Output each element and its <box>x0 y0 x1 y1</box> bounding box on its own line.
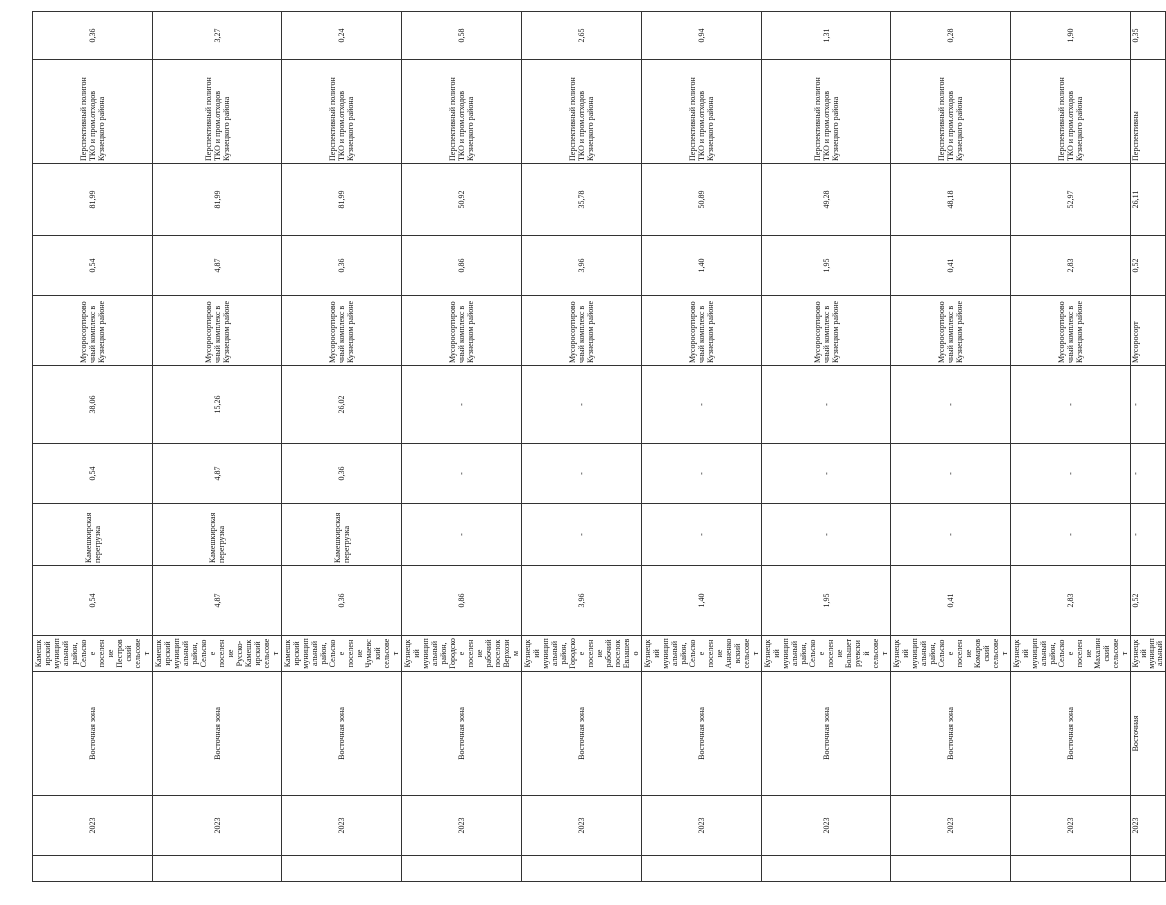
sorting-complex-cell: Мусоросортировочный комплекс в Кузнецком районе <box>891 296 1011 366</box>
distance-cell: - <box>642 366 762 444</box>
sorting-complex-cell: Мусоросортировочный комплекс в Кузнецком районе <box>1011 296 1131 366</box>
sorting-complex-cell: Мусоросортировочный комплекс в Кузнецком районе <box>522 296 642 366</box>
sorting-volume-cell: 0,41 <box>891 236 1011 296</box>
transfer-station-cell: - <box>891 504 1011 566</box>
landfill-volume-cell: 3,27 <box>153 12 282 60</box>
transfer-volume-cell: - <box>1131 444 1166 504</box>
landfill-cell: Перспективный полигон ТКО и пром.отходов Кузнецкого района <box>153 60 282 164</box>
zone-cell: Восточная зона <box>33 672 153 796</box>
table-row <box>33 12 153 882</box>
zone-cell: Восточная зона <box>762 672 891 796</box>
sorting-volume-cell: 3,96 <box>522 236 642 296</box>
zone-cell: Восточная зона <box>642 672 762 796</box>
transfer-volume-cell: 0,54 <box>33 444 153 504</box>
transfer-station-cell: - <box>642 504 762 566</box>
zone-cell: Восточная зона <box>153 672 282 796</box>
sorting-distance-cell: 81,99 <box>282 164 402 236</box>
sorting-distance-cell: 49,28 <box>762 164 891 236</box>
landfill-volume-cell: 2,65 <box>522 12 642 60</box>
distance-cell: - <box>891 366 1011 444</box>
sorting-volume-cell: 1,40 <box>642 236 762 296</box>
sorting-distance-cell: 26,11 <box>1131 164 1166 236</box>
territory-cell: Камешкирский муниципальный район, Сельское поселение Русско-Камешкирский сельсовет <box>153 636 282 672</box>
year-cell: 2023 <box>402 796 522 856</box>
table-row <box>282 12 402 882</box>
edge-cell <box>762 856 891 882</box>
distance-cell: - <box>522 366 642 444</box>
sorting-volume-cell: 0,36 <box>282 236 402 296</box>
year-cell: 2023 <box>891 796 1011 856</box>
sorting-distance-cell: 50,92 <box>402 164 522 236</box>
zone-cell: Восточная зона <box>891 672 1011 796</box>
sorting-volume-cell: 0,54 <box>33 236 153 296</box>
distance-cell: - <box>1011 366 1131 444</box>
edge-cell <box>282 856 402 882</box>
sorting-distance-cell: 35,78 <box>522 164 642 236</box>
distance-cell: 15,26 <box>153 366 282 444</box>
table-row <box>762 12 891 882</box>
sorting-complex-cell: Мусоросортировочный комплекс в Кузнецком районе <box>153 296 282 366</box>
year-cell: 2023 <box>762 796 891 856</box>
transfer-volume-cell: - <box>1011 444 1131 504</box>
landfill-volume-cell: 1,90 <box>1011 12 1131 60</box>
territory-cell: Камешкирский муниципальный район, Сельское поселение Пестровский сельсовет <box>33 636 153 672</box>
volume-cell: 0,52 <box>1131 566 1166 636</box>
sorting-complex-cell: Мусоросортировочный комплекс в Кузнецком районе <box>762 296 891 366</box>
sorting-distance-cell: 48,18 <box>891 164 1011 236</box>
territory-cell: Кузнецкий муниципальный район, Сельское поселение Анненковский сельсовет <box>642 636 762 672</box>
transfer-station-cell: - <box>762 504 891 566</box>
year-cell: 2023 <box>282 796 402 856</box>
landfill-volume-cell: 1,31 <box>762 12 891 60</box>
zone-cell: Восточная <box>1131 672 1166 796</box>
sorting-volume-cell: 2,83 <box>1011 236 1131 296</box>
volume-cell: 4,87 <box>153 566 282 636</box>
landfill-cell: Перспективный полигон ТКО и пром.отходов Кузнецкого района <box>282 60 402 164</box>
sorting-volume-cell: 4,87 <box>153 236 282 296</box>
transfer-volume-cell: - <box>891 444 1011 504</box>
edge-cell <box>522 856 642 882</box>
transfer-volume-cell: 0,36 <box>282 444 402 504</box>
edge-cell <box>1011 856 1131 882</box>
zone-cell: Восточная зона <box>282 672 402 796</box>
volume-cell: 0,54 <box>33 566 153 636</box>
distance-cell: - <box>402 366 522 444</box>
distance-cell: - <box>1131 366 1166 444</box>
transfer-station-cell: Камешкирская перегрузка <box>33 504 153 566</box>
volume-cell: 1,95 <box>762 566 891 636</box>
sorting-distance-cell: 81,99 <box>33 164 153 236</box>
territory-cell: Камешкирский муниципальный район, Сельское поселение Чумаевский сельсовет <box>282 636 402 672</box>
sorting-complex-cell: Мусоросортировочный комплекс в Кузнецком районе <box>282 296 402 366</box>
volume-cell: 0,36 <box>282 566 402 636</box>
territory-cell: Кузнецкий муниципальный район, Сельское поселение Махалинский сельсовет <box>1011 636 1131 672</box>
sorting-volume-cell: 0,52 <box>1131 236 1166 296</box>
distance-cell: - <box>762 366 891 444</box>
sorting-complex-cell: Мусоросортировочный комплекс в Кузнецком районе <box>33 296 153 366</box>
sorting-complex-cell: Мусоросортировочный комплекс в Кузнецком районе <box>402 296 522 366</box>
table-row <box>1011 12 1131 882</box>
landfill-cell: Перспективный полигон ТКО и пром.отходов Кузнецкого района <box>891 60 1011 164</box>
distance-cell: 26,02 <box>282 366 402 444</box>
transfer-station-cell: - <box>1131 504 1166 566</box>
table-row <box>402 12 522 882</box>
edge-cell <box>33 856 153 882</box>
sorting-distance-cell: 50,89 <box>642 164 762 236</box>
transfer-station-cell: Камешкирская перегрузка <box>282 504 402 566</box>
transfer-station-cell: - <box>1011 504 1131 566</box>
table-row-partial <box>1131 12 1166 882</box>
landfill-volume-cell: 0,36 <box>33 12 153 60</box>
sorting-volume-cell: 0,86 <box>402 236 522 296</box>
edge-cell <box>153 856 282 882</box>
transfer-volume-cell: - <box>522 444 642 504</box>
volume-cell: 2,83 <box>1011 566 1131 636</box>
table-row <box>642 12 762 882</box>
zone-cell: Восточная зона <box>402 672 522 796</box>
landfill-cell: Перспективный полигон ТКО и пром.отходов Кузнецкого района <box>33 60 153 164</box>
volume-cell: 0,86 <box>402 566 522 636</box>
distance-cell: 38,06 <box>33 366 153 444</box>
year-cell: 2023 <box>1131 796 1166 856</box>
territory-cell: Кузнецкий муниципальный район, Сельское поселение Большетруевский сельсовет <box>762 636 891 672</box>
waste-flow-table <box>32 11 1166 882</box>
zone-cell: Восточная зона <box>1011 672 1131 796</box>
landfill-volume-cell: 0,94 <box>642 12 762 60</box>
territory-cell: Кузнецкий муниципальный район, Сельское поселение Комаровский сельсовет <box>891 636 1011 672</box>
table-row <box>891 12 1011 882</box>
zone-cell: Восточная зона <box>522 672 642 796</box>
volume-cell: 3,96 <box>522 566 642 636</box>
year-cell: 2023 <box>522 796 642 856</box>
transfer-volume-cell: 4,87 <box>153 444 282 504</box>
transfer-volume-cell: - <box>642 444 762 504</box>
transfer-volume-cell: - <box>762 444 891 504</box>
year-cell: 2023 <box>642 796 762 856</box>
landfill-cell: Перспективный полигон ТКО и пром.отходов Кузнецкого района <box>1011 60 1131 164</box>
transfer-station-cell: - <box>402 504 522 566</box>
table-row <box>153 12 282 882</box>
sorting-volume-cell: 1,95 <box>762 236 891 296</box>
landfill-volume-cell: 0,24 <box>282 12 402 60</box>
transfer-volume-cell: - <box>402 444 522 504</box>
landfill-cell: Перспективный полигон ТКО и пром.отходов Кузнецкого района <box>522 60 642 164</box>
sorting-complex-cell: Мусоросортировочный комплекс в Кузнецком районе <box>642 296 762 366</box>
table-row <box>522 12 642 882</box>
landfill-volume-cell: 0,58 <box>402 12 522 60</box>
year-cell: 2023 <box>153 796 282 856</box>
landfill-volume-cell: 0,35 <box>1131 12 1166 60</box>
territory-cell: Кузнецкий муниципальный район, Городское поселение рабочий поселок Верхозим <box>402 636 522 672</box>
sorting-distance-cell: 81,99 <box>153 164 282 236</box>
sorting-distance-cell: 52,97 <box>1011 164 1131 236</box>
transfer-station-cell: Камешкирская перегрузка <box>153 504 282 566</box>
year-cell: 2023 <box>1011 796 1131 856</box>
landfill-volume-cell: 0,28 <box>891 12 1011 60</box>
edge-cell <box>642 856 762 882</box>
edge-cell <box>1131 856 1166 882</box>
landfill-cell: Перспективны <box>1131 60 1166 164</box>
year-cell: 2023 <box>33 796 153 856</box>
sorting-complex-cell: Мусоросорт <box>1131 296 1166 366</box>
territory-cell: Кузнецкий муниципальный <box>1131 636 1166 672</box>
edge-cell <box>402 856 522 882</box>
volume-cell: 1,40 <box>642 566 762 636</box>
volume-cell: 0,41 <box>891 566 1011 636</box>
landfill-cell: Перспективный полигон ТКО и пром.отходов Кузнецкого района <box>642 60 762 164</box>
landfill-cell: Перспективный полигон ТКО и пром.отходов Кузнецкого района <box>402 60 522 164</box>
transfer-station-cell: - <box>522 504 642 566</box>
edge-cell <box>891 856 1011 882</box>
rotated-table-wrapper <box>32 12 1164 882</box>
landfill-cell: Перспективный полигон ТКО и пром.отходов Кузнецкого района <box>762 60 891 164</box>
territory-cell: Кузнецкий муниципальный район, Городское поселение рабочий поселок Евлашево <box>522 636 642 672</box>
